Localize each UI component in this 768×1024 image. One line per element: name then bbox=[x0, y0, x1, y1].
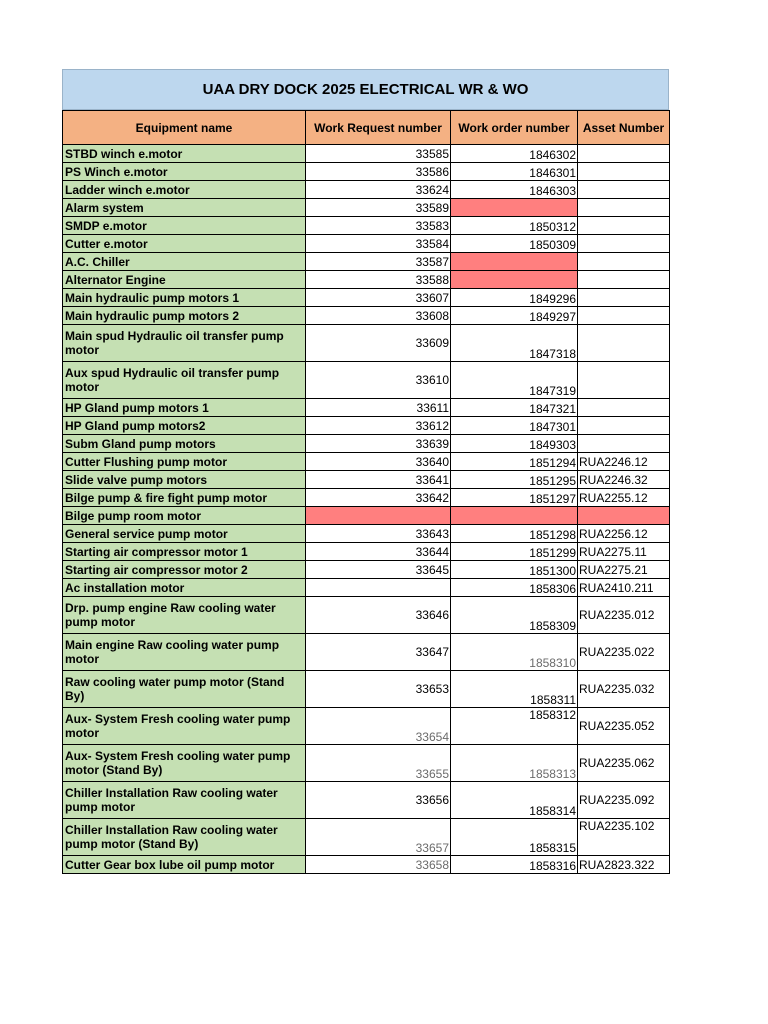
work-request-cell: 33624 bbox=[306, 181, 451, 199]
asset-number-cell: RUA2235.062 bbox=[578, 745, 670, 782]
asset-number-cell bbox=[578, 507, 670, 525]
work-order-cell: 1858314 bbox=[451, 782, 578, 819]
table-row bbox=[63, 819, 670, 856]
equipment-name-cell: SMDP e.motor bbox=[63, 217, 306, 235]
work-request-cell: 33657 bbox=[306, 819, 451, 856]
work-order-cell: 1846302 bbox=[451, 145, 578, 163]
work-order-cell: 1858310 bbox=[451, 634, 578, 671]
equipment-name-cell: Aux- System Fresh cooling water pump motor bbox=[63, 708, 306, 745]
work-request-cell: 33654 bbox=[306, 708, 451, 745]
work-order-cell: 1858311 bbox=[451, 671, 578, 708]
work-order-cell: 1851294 bbox=[451, 453, 578, 471]
work-order-cell: 1847301 bbox=[451, 417, 578, 435]
equipment-name-cell: Cutter e.motor bbox=[63, 235, 306, 253]
equipment-name-cell: A.C. Chiller bbox=[63, 253, 306, 271]
work-request-cell: 33586 bbox=[306, 163, 451, 181]
equipment-name-cell: Aux spud Hydraulic oil transfer pump motor bbox=[63, 362, 306, 399]
asset-number-cell bbox=[578, 217, 670, 235]
table-row bbox=[63, 708, 670, 745]
work-order-cell: 1846301 bbox=[451, 163, 578, 181]
equipment-name-cell: Aux- System Fresh cooling water pump motor (Stand By) bbox=[63, 745, 306, 782]
asset-number-cell: RUA2235.022 bbox=[578, 634, 670, 671]
table-row bbox=[63, 307, 670, 325]
work-order-cell: 1850309 bbox=[451, 235, 578, 253]
asset-number-cell bbox=[578, 435, 670, 453]
table-row bbox=[63, 289, 670, 307]
asset-number-cell bbox=[578, 417, 670, 435]
asset-number-cell: RUA2235.102 bbox=[578, 819, 670, 856]
equipment-name-cell: Ladder winch e.motor bbox=[63, 181, 306, 199]
work-order-cell: 1847321 bbox=[451, 399, 578, 417]
work-order-cell: 1851297 bbox=[451, 489, 578, 507]
work-request-cell: 33609 bbox=[306, 325, 451, 362]
equipment-name-cell: Starting air compressor motor 2 bbox=[63, 561, 306, 579]
spreadsheet bbox=[62, 69, 669, 874]
asset-number-cell bbox=[578, 325, 670, 362]
work-request-cell: 33644 bbox=[306, 543, 451, 561]
work-order-cell: 1849296 bbox=[451, 289, 578, 307]
asset-number-cell bbox=[578, 163, 670, 181]
work-order-cell: 1858306 bbox=[451, 579, 578, 597]
work-request-cell: 33611 bbox=[306, 399, 451, 417]
equipment-name-cell: Chiller Installation Raw cooling water pump motor (Stand By) bbox=[63, 819, 306, 856]
work-order-cell: 1846303 bbox=[451, 181, 578, 199]
table-row bbox=[63, 417, 670, 435]
work-request-cell: 33642 bbox=[306, 489, 451, 507]
table-row bbox=[63, 325, 670, 362]
table-row bbox=[63, 399, 670, 417]
work-order-cell: 1850312 bbox=[451, 217, 578, 235]
table-row bbox=[63, 253, 670, 271]
work-request-cell: 33587 bbox=[306, 253, 451, 271]
work-request-cell: 33588 bbox=[306, 271, 451, 289]
work-order-cell: 1858309 bbox=[451, 597, 578, 634]
asset-number-cell bbox=[578, 235, 670, 253]
table-row bbox=[63, 671, 670, 708]
table-row bbox=[63, 471, 670, 489]
table-row bbox=[63, 435, 670, 453]
work-order-cell: 1851300 bbox=[451, 561, 578, 579]
work-order-cell: 1858312 bbox=[451, 708, 578, 745]
equipment-name-cell: Alarm system bbox=[63, 199, 306, 217]
equipment-name-cell: Alternator Engine bbox=[63, 271, 306, 289]
work-order-cell bbox=[451, 507, 578, 525]
work-order-cell: 1851295 bbox=[451, 471, 578, 489]
table-row bbox=[63, 507, 670, 525]
work-request-cell: 33640 bbox=[306, 453, 451, 471]
work-request-cell: 33653 bbox=[306, 671, 451, 708]
asset-number-cell: RUA2256.12 bbox=[578, 525, 670, 543]
equipment-name-cell: Bilge pump & fire fight pump motor bbox=[63, 489, 306, 507]
header-work-order-number: Work order number bbox=[451, 111, 578, 145]
asset-number-cell: RUA2235.092 bbox=[578, 782, 670, 819]
work-request-cell: 33655 bbox=[306, 745, 451, 782]
equipment-name-cell: Cutter Gear box lube oil pump motor bbox=[63, 856, 306, 874]
work-order-cell bbox=[451, 271, 578, 289]
asset-number-cell bbox=[578, 181, 670, 199]
asset-number-cell bbox=[578, 145, 670, 163]
table-body bbox=[63, 145, 670, 874]
asset-number-cell: RUA2410.211 bbox=[578, 579, 670, 597]
equipment-name-cell: Chiller Installation Raw cooling water pump motor bbox=[63, 782, 306, 819]
work-request-cell bbox=[306, 507, 451, 525]
work-request-cell: 33656 bbox=[306, 782, 451, 819]
equipment-name-cell: Subm Gland pump motors bbox=[63, 435, 306, 453]
work-request-cell: 33612 bbox=[306, 417, 451, 435]
asset-number-cell: RUA2235.012 bbox=[578, 597, 670, 634]
table-row bbox=[63, 489, 670, 507]
work-request-cell: 33589 bbox=[306, 199, 451, 217]
equipment-name-cell: Cutter Flushing pump motor bbox=[63, 453, 306, 471]
equipment-name-cell: PS Winch e.motor bbox=[63, 163, 306, 181]
table-row bbox=[63, 235, 670, 253]
equipment-name-cell: Slide valve pump motors bbox=[63, 471, 306, 489]
asset-number-cell bbox=[578, 271, 670, 289]
equipment-name-cell: Main hydraulic pump motors 2 bbox=[63, 307, 306, 325]
asset-number-cell bbox=[578, 253, 670, 271]
asset-number-cell: RUA2246.32 bbox=[578, 471, 670, 489]
table-row bbox=[63, 634, 670, 671]
work-order-cell: 1858313 bbox=[451, 745, 578, 782]
equipment-name-cell: General service pump motor bbox=[63, 525, 306, 543]
table-row bbox=[63, 362, 670, 399]
work-request-cell: 33646 bbox=[306, 597, 451, 634]
work-order-cell bbox=[451, 199, 578, 217]
work-request-cell: 33647 bbox=[306, 634, 451, 671]
work-request-cell: 33583 bbox=[306, 217, 451, 235]
table-row bbox=[63, 181, 670, 199]
work-request-cell: 33641 bbox=[306, 471, 451, 489]
equipment-name-cell: Raw cooling water pump motor (Stand By) bbox=[63, 671, 306, 708]
work-request-cell: 33585 bbox=[306, 145, 451, 163]
asset-number-cell: RUA2235.032 bbox=[578, 671, 670, 708]
work-request-cell: 33643 bbox=[306, 525, 451, 543]
work-order-cell: 1851299 bbox=[451, 543, 578, 561]
work-request-cell: 33607 bbox=[306, 289, 451, 307]
asset-number-cell: RUA2246.12 bbox=[578, 453, 670, 471]
work-order-cell: 1858315 bbox=[451, 819, 578, 856]
table-row bbox=[63, 856, 670, 874]
asset-number-cell bbox=[578, 289, 670, 307]
asset-number-cell bbox=[578, 199, 670, 217]
work-request-cell: 33639 bbox=[306, 435, 451, 453]
work-order-cell: 1851298 bbox=[451, 525, 578, 543]
work-request-cell: 33584 bbox=[306, 235, 451, 253]
table-row bbox=[63, 217, 670, 235]
asset-number-cell bbox=[578, 307, 670, 325]
table-row bbox=[63, 453, 670, 471]
work-order-cell: 1858316 bbox=[451, 856, 578, 874]
work-request-cell: 33658 bbox=[306, 856, 451, 874]
header-work-request-number: Work Request number bbox=[306, 111, 451, 145]
table-row bbox=[63, 597, 670, 634]
equipment-name-cell: Bilge pump room motor bbox=[63, 507, 306, 525]
equipment-name-cell: HP Gland pump motors 1 bbox=[63, 399, 306, 417]
header-row bbox=[63, 111, 670, 145]
work-request-cell: 33645 bbox=[306, 561, 451, 579]
asset-number-cell: RUA2275.11 bbox=[578, 543, 670, 561]
equipment-name-cell: STBD winch e.motor bbox=[63, 145, 306, 163]
asset-number-cell: RUA2823.322 bbox=[578, 856, 670, 874]
header-equipment-name: Equipment name bbox=[63, 111, 306, 145]
equipment-name-cell: Main engine Raw cooling water pump motor bbox=[63, 634, 306, 671]
work-order-cell bbox=[451, 253, 578, 271]
equipment-name-cell: Ac installation motor bbox=[63, 579, 306, 597]
table-row bbox=[63, 579, 670, 597]
equipment-name-cell: Main spud Hydraulic oil transfer pump motor bbox=[63, 325, 306, 362]
equipment-name-cell: Main hydraulic pump motors 1 bbox=[63, 289, 306, 307]
asset-number-cell: RUA2255.12 bbox=[578, 489, 670, 507]
table-row bbox=[63, 525, 670, 543]
work-table bbox=[62, 110, 670, 874]
table-row bbox=[63, 561, 670, 579]
table-row bbox=[63, 163, 670, 181]
equipment-name-cell: HP Gland pump motors2 bbox=[63, 417, 306, 435]
equipment-name-cell: Starting air compressor motor 1 bbox=[63, 543, 306, 561]
table-row bbox=[63, 271, 670, 289]
work-request-cell bbox=[306, 579, 451, 597]
sheet-title: UAA DRY DOCK 2025 ELECTRICAL WR & WO bbox=[62, 69, 669, 110]
header-asset-number: Asset Number bbox=[578, 111, 670, 145]
asset-number-cell: RUA2235.052 bbox=[578, 708, 670, 745]
work-order-cell: 1847318 bbox=[451, 325, 578, 362]
asset-number-cell: RUA2275.21 bbox=[578, 561, 670, 579]
equipment-name-cell: Drp. pump engine Raw cooling water pump motor bbox=[63, 597, 306, 634]
work-request-cell: 33610 bbox=[306, 362, 451, 399]
work-order-cell: 1847319 bbox=[451, 362, 578, 399]
table-row bbox=[63, 782, 670, 819]
table-row bbox=[63, 745, 670, 782]
table-row bbox=[63, 199, 670, 217]
asset-number-cell bbox=[578, 362, 670, 399]
work-request-cell: 33608 bbox=[306, 307, 451, 325]
work-order-cell: 1849303 bbox=[451, 435, 578, 453]
asset-number-cell bbox=[578, 399, 670, 417]
table-row bbox=[63, 145, 670, 163]
table-row bbox=[63, 543, 670, 561]
work-order-cell: 1849297 bbox=[451, 307, 578, 325]
